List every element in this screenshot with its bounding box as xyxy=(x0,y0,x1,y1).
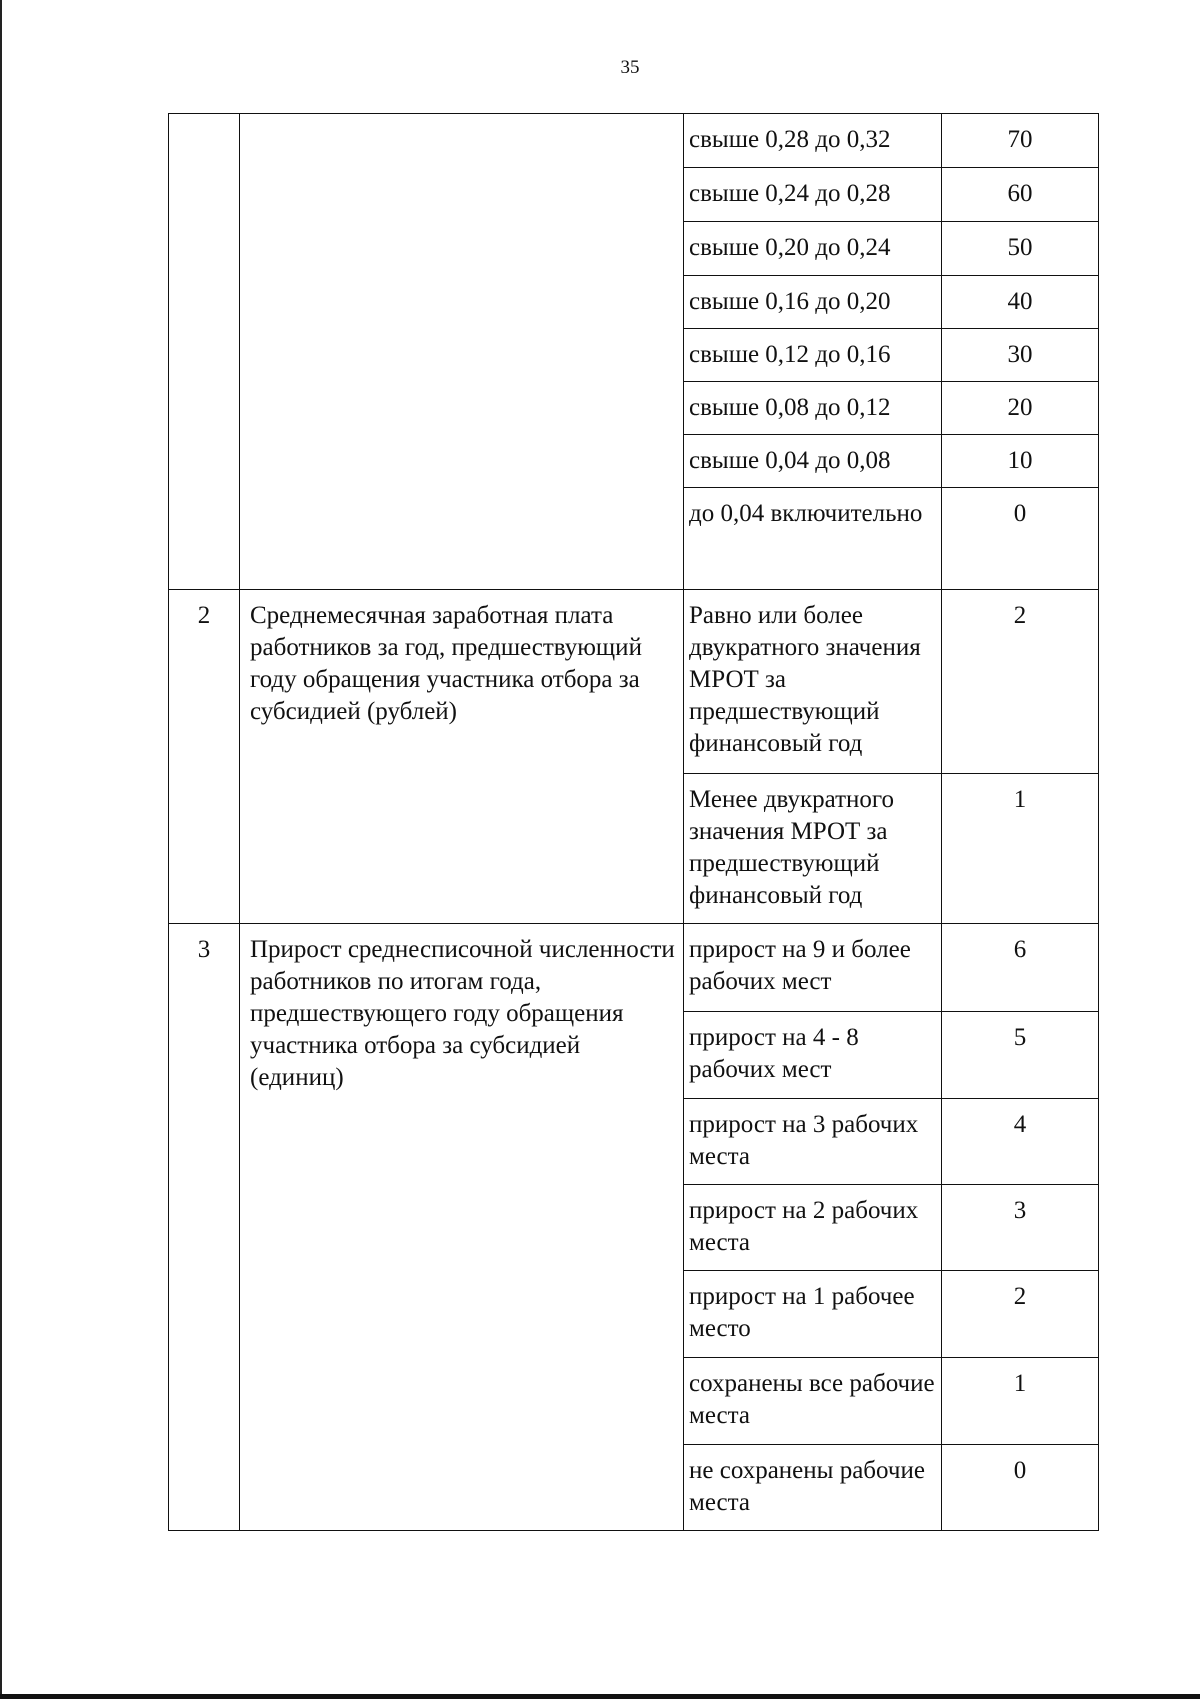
score-cell: 0 xyxy=(942,1445,1099,1531)
condition-cell: сохранены все рабочие места xyxy=(684,1358,942,1445)
score-cell: 30 xyxy=(942,329,1099,382)
condition-cell: свыше 0,16 до 0,20 xyxy=(684,276,942,329)
criterion-number-cell: 3 xyxy=(169,924,240,1531)
condition-cell: не сохранены рабочие места xyxy=(684,1445,942,1531)
condition-cell: свыше 0,28 до 0,32 xyxy=(684,114,942,168)
criterion-title-cell: Среднемесячная заработная плата работников за год, предшествующий году обращения участника отбора за субсидией (рублей) xyxy=(240,590,684,924)
score-cell: 2 xyxy=(942,1271,1099,1358)
score-cell: 60 xyxy=(942,168,1099,222)
condition-cell: свыше 0,08 до 0,12 xyxy=(684,382,942,435)
table-row xyxy=(169,590,1099,774)
page-number: 35 xyxy=(620,57,640,78)
condition-cell: прирост на 4 - 8 рабочих мест xyxy=(684,1012,942,1099)
score-cell: 1 xyxy=(942,774,1099,924)
score-cell: 70 xyxy=(942,114,1099,168)
condition-cell: прирост на 1 рабочее место xyxy=(684,1271,942,1358)
score-cell: 10 xyxy=(942,435,1099,488)
score-cell: 20 xyxy=(942,382,1099,435)
condition-cell: прирост на 9 и более рабочих мест xyxy=(684,924,942,1012)
condition-cell: Менее двукратного значения МРОТ за предшествующий финансовый год xyxy=(684,774,942,924)
page-edge-bottom xyxy=(0,1694,1200,1699)
score-cell: 1 xyxy=(942,1358,1099,1445)
score-cell: 4 xyxy=(942,1099,1099,1185)
criterion-number-cell: 2 xyxy=(169,590,240,924)
table-row xyxy=(169,924,1099,1012)
score-cell: 50 xyxy=(942,222,1099,276)
score-cell: 3 xyxy=(942,1185,1099,1271)
condition-cell: до 0,04 включительно xyxy=(684,488,942,590)
score-cell: 40 xyxy=(942,276,1099,329)
criteria-table xyxy=(168,113,1099,1531)
score-cell: 5 xyxy=(942,1012,1099,1099)
criterion-title-cell xyxy=(240,114,684,590)
score-cell: 2 xyxy=(942,590,1099,774)
criterion-title-cell: Прирост среднесписочной численности работников по итогам года, предшествующего году обращения участника отбора за субсидией (единиц) xyxy=(240,924,684,1531)
condition-cell: свыше 0,12 до 0,16 xyxy=(684,329,942,382)
condition-cell: свыше 0,04 до 0,08 xyxy=(684,435,942,488)
score-cell: 6 xyxy=(942,924,1099,1012)
condition-cell: прирост на 2 рабочих места xyxy=(684,1185,942,1271)
score-cell: 0 xyxy=(942,488,1099,590)
condition-cell: прирост на 3 рабочих места xyxy=(684,1099,942,1185)
condition-cell: свыше 0,20 до 0,24 xyxy=(684,222,942,276)
criterion-number-cell xyxy=(169,114,240,590)
condition-cell: Равно или более двукратного значения МРОТ за предшествующий финансовый год xyxy=(684,590,942,774)
condition-cell: свыше 0,24 до 0,28 xyxy=(684,168,942,222)
table-row xyxy=(169,114,1099,168)
page-edge-left xyxy=(0,0,2,1699)
